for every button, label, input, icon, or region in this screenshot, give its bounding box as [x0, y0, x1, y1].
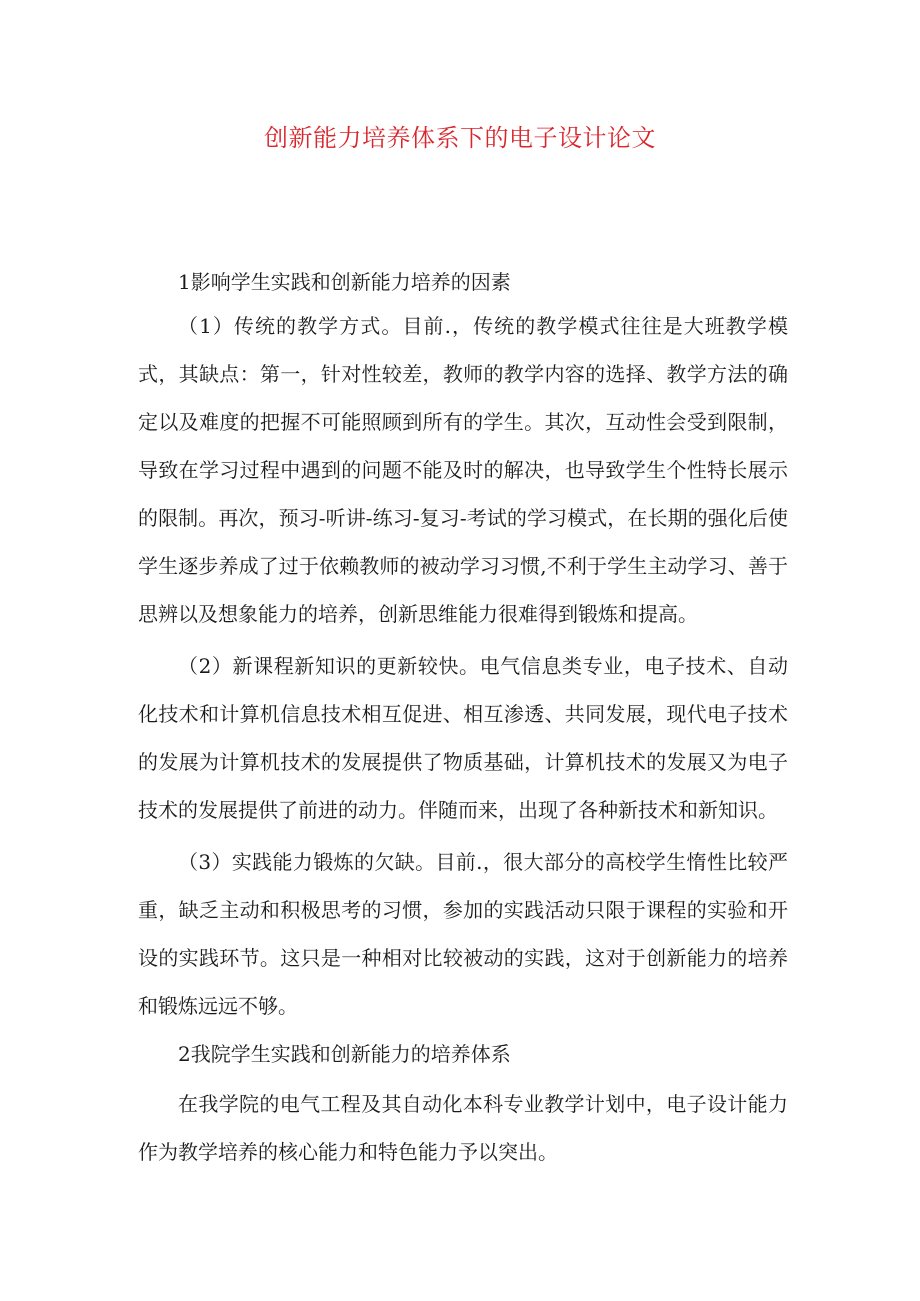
section-1-paragraph-1: （1）传统的教学方式。目前.，传统的教学模式往往是大班教学模式，其缺点：第一，针对性较差，教师的教学内容的选择、教学方法的确定以及难度的把握不可能照顾到所有的学生。其次，互动性会受到限制，导致在学习过程中遇到的问题不能及时的解决，也导致学生个性特长展示的限制。再次，预习-听讲-练习-复习-考试的学习模式，在长期的强化后使学生逐步养成了过于依赖教师的被动学习习惯,不利于学生主动学习、善于思辨以及想象能力的培养，创新思维能力很难得到锻炼和提高。 — [138, 314, 788, 626]
document-title: 创新能力培养体系下的电子设计论文 — [264, 124, 656, 152]
section-1-paragraph-3: （3）实践能力锻炼的欠缺。目前.，很大部分的高校学生惰性比较严重，缺乏主动和积极思考的习惯，参加的实践活动只限于课程的实验和开设的实践环节。这只是一种相对比较被动的实践，这对于创新能力的培养和锻炼远远不够。 — [138, 850, 788, 1018]
section-2-paragraph-1: 在我学院的电气工程及其自动化本科专业教学计划中，电子设计能力作为教学培养的核心能力和特色能力予以突出。 — [138, 1092, 788, 1164]
section-2-heading: 2我院学生实践和创新能力的培养体系 — [178, 1042, 511, 1066]
section-1-heading: 1影响学生实践和创新能力培养的因素 — [178, 270, 511, 294]
section-1-paragraph-2: （2）新课程新知识的更新较快。电气信息类专业，电子技术、自动化技术和计算机信息技术相互促进、相互渗透、共同发展，现代电子技术的发展为计算机技术的发展提供了物质基础，计算机技术的发展又为电子技术的发展提供了前进的动力。伴随而来，出现了各种新技术和新知识。 — [138, 654, 788, 822]
